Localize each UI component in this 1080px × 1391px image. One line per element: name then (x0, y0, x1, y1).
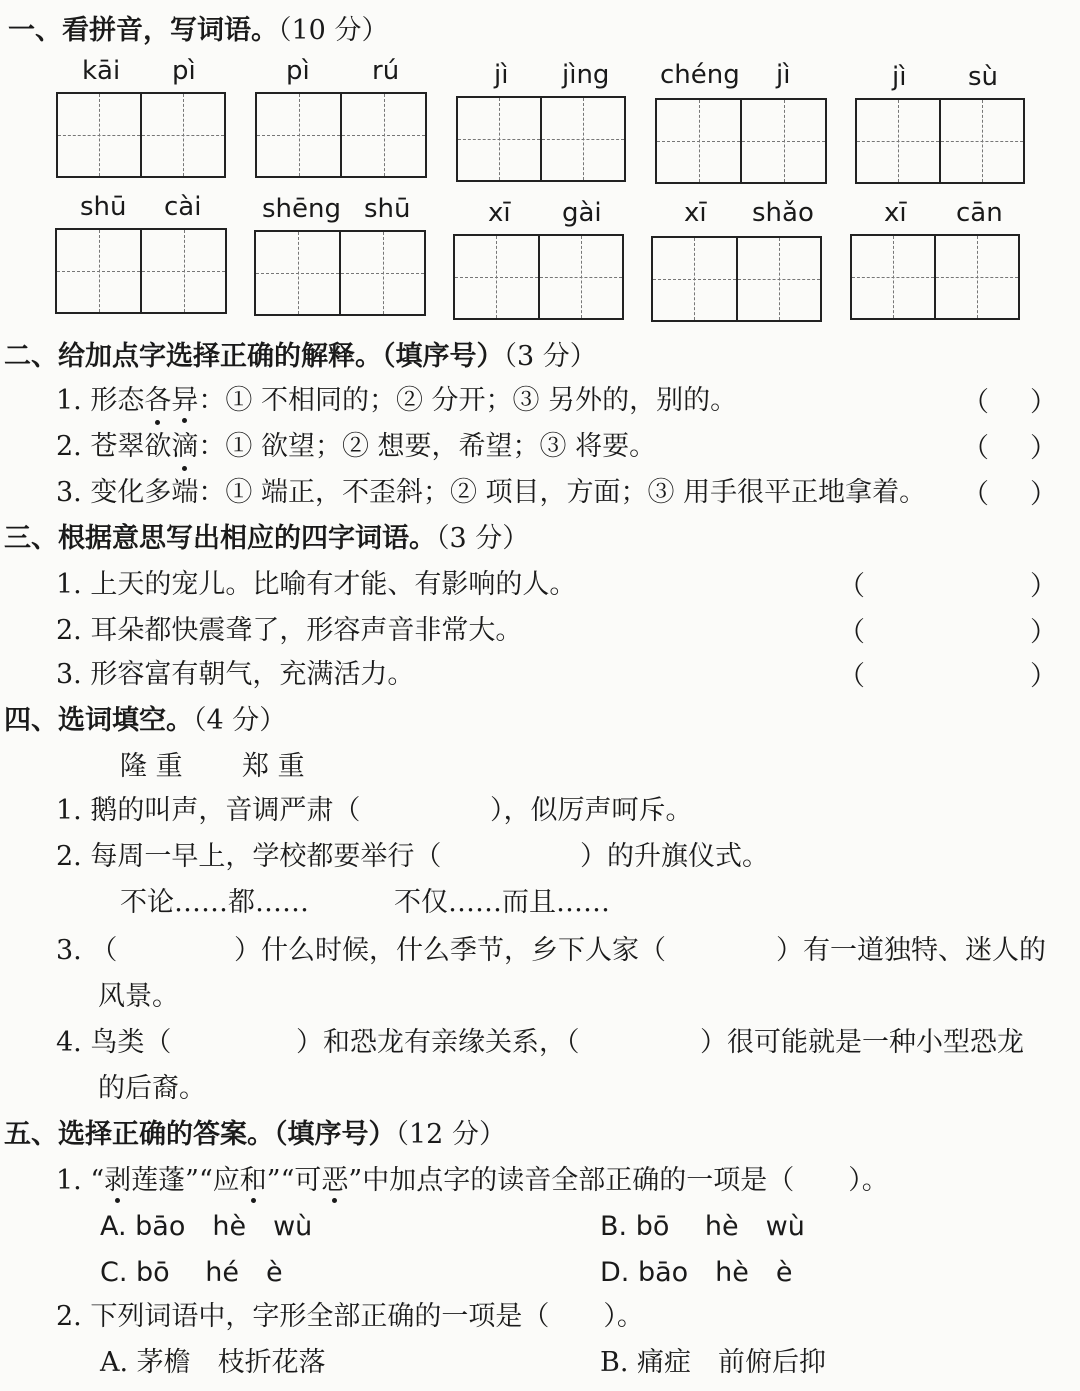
answer-paren-close: ） (1030, 661, 1057, 692)
s2-question-1 (56, 378, 737, 417)
pinyin: shū (80, 192, 127, 222)
answer-paren-open: （ (838, 661, 865, 692)
section-5-title: 五、选择正确的答案。（填序号） (4, 1119, 396, 1150)
s4-q2-part1: 2. 每周一早上，学校都要举行（ (56, 841, 442, 872)
s4-q3-part4: 风景。 (98, 981, 179, 1012)
q-number: 2. (56, 431, 82, 462)
section-3-score: （3 分） (436, 523, 530, 554)
pinyin: xī (684, 198, 707, 228)
writing-grid[interactable] (651, 236, 822, 322)
answer-paren-close: ） (1030, 479, 1057, 510)
section-2-title: 二、给加点字选择正确的解释。（填序号） (4, 341, 504, 372)
section-1-title: 一、看拼音，写词语。 (8, 15, 278, 46)
word-choice: 不论……都…… (120, 887, 309, 918)
dotted-char: 异 (171, 378, 198, 417)
q-options: ：① 不相同的；② 分开；③ 另外的，别的。 (198, 385, 738, 416)
answer-paren-open: （ (962, 387, 989, 418)
pinyin: xī (488, 198, 511, 228)
section-4-score: （4 分） (193, 705, 287, 736)
word-choice: 隆 重 (120, 751, 183, 782)
answer-paren-close: ） (1030, 433, 1057, 464)
q-number: 1. (56, 385, 82, 416)
section-5-heading (4, 1112, 506, 1151)
s4-q4-part4: 的后裔。 (98, 1073, 206, 1104)
section-2-score: （3 分） (503, 341, 597, 372)
dotted-char: 端 (171, 470, 198, 509)
dotted-char: 恶 (321, 1158, 348, 1197)
writing-grid[interactable] (55, 228, 227, 314)
pinyin: shǎo (752, 198, 814, 228)
pinyin: cān (956, 198, 1003, 228)
pinyin: cài (164, 192, 202, 222)
writing-grid[interactable] (855, 98, 1025, 184)
answer-paren-close: ） (1030, 571, 1057, 602)
option-b[interactable]: B. bō hè wù (600, 1211, 805, 1242)
q-options: ：① 欲望；② 想要，希望；③ 将要。 (198, 431, 657, 462)
dotted-char: 和 (240, 1158, 267, 1197)
answer-paren-open: （ (838, 571, 865, 602)
dotted-char: 剥 (104, 1158, 131, 1197)
q-word: 滴 (171, 431, 199, 462)
pinyin: gài (562, 198, 602, 228)
pinyin: pì (172, 56, 196, 86)
s3-question-3: 3. 形容富有朝气，充满活力。 (56, 659, 415, 690)
s4-q2-part2: ）的升旗仪式。 (580, 841, 769, 872)
s4-q1-part2: ），似厉声呵斥。 (490, 795, 693, 826)
s2-question-3 (56, 470, 926, 509)
q-word: 苍翠 (90, 431, 145, 462)
q-number: 3. (56, 477, 82, 508)
pinyin: jì (494, 60, 509, 90)
writing-grid[interactable] (655, 98, 827, 184)
answer-paren-close: ） (1030, 387, 1057, 418)
pinyin: jì (892, 62, 907, 92)
section-5-score: （12 分） (395, 1119, 506, 1150)
s5-question-2: 2. 下列词语中，字形全部正确的一项是（ ）。 (56, 1301, 644, 1332)
writing-grid[interactable] (255, 92, 427, 178)
writing-grid[interactable] (453, 234, 624, 320)
section-4-title: 四、选词填空。 (4, 705, 193, 736)
writing-grid[interactable] (456, 96, 626, 182)
section-4-heading (4, 698, 286, 737)
writing-grid[interactable] (850, 234, 1020, 320)
pinyin: xī (884, 198, 907, 228)
section-1-heading (8, 8, 388, 47)
section-2-heading (4, 334, 597, 373)
q-text: ”“可 (266, 1165, 322, 1196)
quote: “ (90, 1165, 105, 1196)
s5-question-1 (56, 1158, 889, 1197)
pinyin: pì (286, 56, 310, 86)
pinyin: kāi (82, 56, 121, 86)
pinyin: shēng (262, 194, 342, 224)
s4-q4-part1: 4. 鸟类（ (56, 1027, 172, 1058)
pinyin: jì (776, 60, 791, 90)
pinyin: sù (968, 62, 999, 92)
q-text: 莲蓬”“应 (131, 1165, 240, 1196)
option-a[interactable]: A. bāo hè wù (100, 1211, 313, 1242)
pinyin: jìng (562, 60, 610, 90)
answer-paren-open: （ (838, 617, 865, 648)
q-word: 变化多 (90, 477, 172, 508)
s4-q4-part3: ）很可能就是一种小型恐龙 (700, 1027, 1024, 1058)
dotted-char: 欲 (144, 424, 171, 463)
pinyin: rú (372, 56, 400, 86)
section-3-title: 三、根据意思写出相应的四字词语。 (4, 523, 436, 554)
writing-grid[interactable] (254, 230, 426, 316)
pinyin: chéng (660, 60, 740, 90)
s2-question-2 (56, 424, 656, 463)
q-text: ”中加点字的读音全部正确的一项是（ ）。 (348, 1165, 889, 1196)
option-d[interactable]: D. bāo hè è (600, 1257, 793, 1288)
option-c[interactable]: C. bō hé è (100, 1257, 283, 1288)
answer-paren-close: ） (1030, 617, 1057, 648)
section-1-score: （10 分） (278, 15, 389, 46)
word-choice: 郑 重 (242, 751, 305, 782)
s3-question-2: 2. 耳朵都快震聋了，形容声音非常大。 (56, 615, 523, 646)
q-word: 形态各 (90, 385, 172, 416)
s4-q3-part1: 3. （ (56, 935, 118, 966)
answer-paren-open: （ (962, 479, 989, 510)
answer-paren-open: （ (962, 433, 989, 464)
s3-question-1: 1. 上天的宠儿。比喻有才能、有影响的人。 (56, 569, 577, 600)
section-3-heading (4, 516, 529, 555)
pinyin: shū (364, 194, 411, 224)
s4-q4-part2: ）和恐龙有亲缘关系，（ (296, 1027, 580, 1058)
q-options: ：① 端正，不歪斜；② 项目，方面；③ 用手很平正地拿着。 (198, 477, 927, 508)
s4-q1-part1: 1. 鹅的叫声，音调严肃（ (56, 795, 361, 826)
option-b[interactable]: B. 痛症 前俯后抑 (600, 1347, 827, 1378)
writing-grid[interactable] (56, 92, 226, 178)
option-a[interactable]: A. 茅檐 枝折花落 (100, 1347, 326, 1378)
q-number: 1. (56, 1165, 82, 1196)
s4-q3-part2: ）什么时候，什么季节，乡下人家（ (234, 935, 666, 966)
word-choice: 不仅……而且…… (394, 887, 610, 918)
s4-q3-part3: ）有一道独特、迷人的 (776, 935, 1046, 966)
